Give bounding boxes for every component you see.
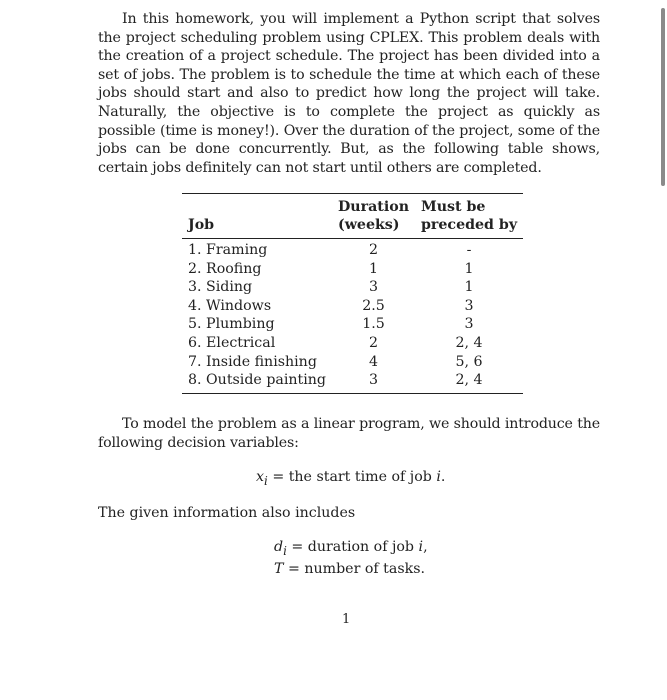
- job-cell: 6. Electrical: [188, 334, 276, 351]
- eq-var-T: T: [274, 561, 284, 577]
- precedence-cell: 1: [464, 279, 474, 296]
- eq-end-x: .: [440, 469, 446, 485]
- precedence-cell: 3: [464, 316, 474, 333]
- table-row: [182, 315, 523, 334]
- job-cell: 5. Plumbing: [188, 316, 275, 333]
- header-job-spacer: [182, 194, 332, 217]
- eq-idx-d: i: [418, 539, 424, 555]
- precedence-cell: 1: [464, 260, 474, 277]
- table-row: [182, 297, 523, 316]
- duration-cell: 4: [368, 353, 379, 370]
- equation-tasks: [274, 560, 425, 579]
- job-cell: 4. Windows: [188, 297, 272, 314]
- precedence-cell: 5, 6: [455, 353, 483, 370]
- page-number: 1: [342, 612, 351, 627]
- header-duration-unit: (weeks): [332, 216, 415, 239]
- duration-cell: 3: [332, 371, 415, 393]
- eq-text-T: = number of tasks.: [283, 561, 426, 577]
- scrollbar[interactable]: [661, 8, 665, 186]
- precedence-cell: 2, 4: [415, 371, 523, 393]
- job-cell: 8. Outside painting: [182, 371, 332, 393]
- job-cell: 2. Roofing: [188, 260, 262, 277]
- table-row: [182, 371, 523, 393]
- duration-cell: 2: [368, 334, 379, 351]
- model-paragraph: To model the problem as a linear program, we should introduce the following decision variables:: [98, 416, 600, 451]
- eq-sub-d: i: [283, 543, 287, 558]
- eq-text-x: = the start time of job: [267, 469, 437, 485]
- equation-duration: [274, 538, 428, 560]
- precedence-cell: -: [466, 242, 472, 258]
- equation-start-time: [256, 468, 445, 490]
- duration-cell: 2.5: [362, 297, 385, 314]
- header-duration: Duration: [332, 194, 415, 217]
- table-row: [182, 334, 523, 353]
- table-row: [182, 278, 523, 297]
- duration-cell: 1: [368, 260, 379, 277]
- document-page: [98, 10, 600, 627]
- duration-cell: 1.5: [362, 316, 385, 333]
- duration-cell: 3: [368, 279, 379, 296]
- jobs-table: [182, 193, 523, 394]
- given-info-paragraph: The given information also includes: [98, 505, 356, 521]
- table-row: [182, 239, 523, 260]
- table-row: [182, 260, 523, 279]
- eq-var-x: x: [256, 469, 265, 485]
- job-cell: 7. Inside finishing: [188, 353, 317, 370]
- header-precedence-2: preceded by: [415, 216, 523, 239]
- eq-var-d: d: [274, 539, 284, 555]
- eq-end-d: ,: [423, 539, 428, 555]
- table-row: [182, 353, 523, 372]
- job-cell: 1. Framing: [188, 242, 268, 258]
- precedence-cell: 3: [464, 297, 474, 314]
- eq-idx-x: i: [436, 469, 441, 485]
- duration-cell: 2: [368, 242, 379, 258]
- header-job: Job: [182, 216, 332, 239]
- eq-text-d: = duration of job: [286, 539, 419, 555]
- header-precedence: Must be: [415, 194, 523, 217]
- precedence-cell: 2, 4: [455, 334, 483, 351]
- intro-paragraph: In this homework, you will implement a Python script that solves the project scheduling problem using CPLEX. This problem deals with the creation of a project schedule. The project has been divided into a set of jobs. The problem is to schedule the time at which each of these jobs should start and also to predict how long the project will take. Naturally, the objective is to complete the project as quickly as possible (time is money!). Over the duration of the project, some of the jobs can be done concurrently. But, as the following table shows, certain jobs definitely can not start until others are completed.: [98, 11, 600, 176]
- eq-sub-x: i: [264, 473, 268, 488]
- job-cell: 3. Siding: [188, 279, 253, 296]
